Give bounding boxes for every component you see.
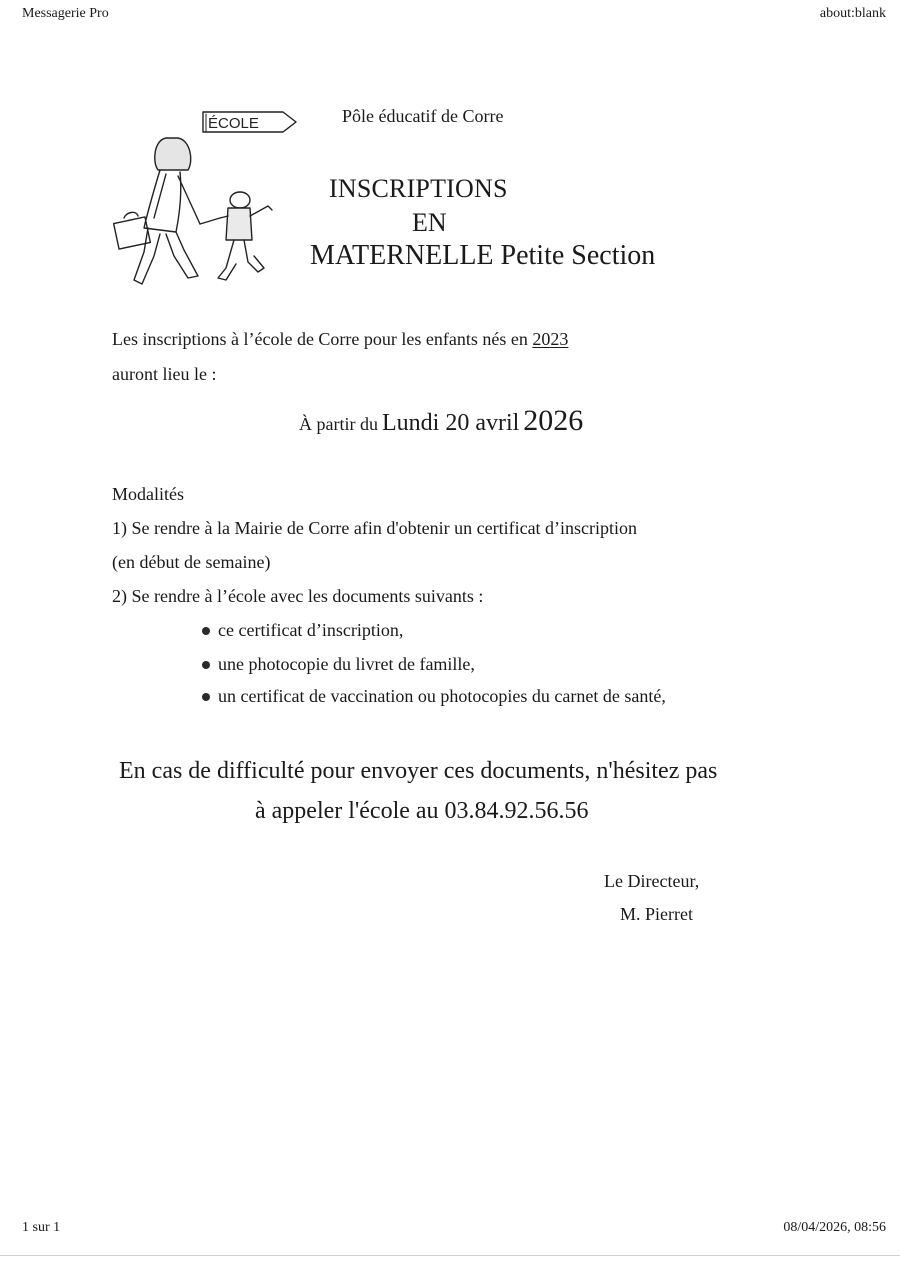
title-line-3: MATERNELLE Petite Section: [310, 240, 656, 271]
intro-line-1: [112, 329, 568, 350]
intro-text: Les inscriptions à l’école de Corre pour les enfants nés en: [112, 329, 528, 349]
footer-divider: [0, 1255, 900, 1256]
date-day: Lundi 20 avril: [381, 410, 520, 436]
school-walk-illustration: [108, 100, 308, 300]
registration-date: [299, 404, 583, 438]
intro-line-2: auront lieu le :: [112, 364, 217, 384]
signature-role: Le Directeur,: [604, 871, 700, 891]
step-1: 1) Se rendre à la Mairie de Corre afin d'obtenir un certificat d’inscription: [112, 518, 638, 538]
ecole-sign-text: ÉCOLE: [208, 115, 259, 132]
print-header-left: Messagerie Pro: [22, 6, 109, 21]
list-item: [202, 654, 475, 675]
notice-line-1: En cas de difficulté pour envoyer ces documents, n'hésitez pas: [119, 758, 718, 784]
list-item: [202, 620, 403, 641]
document-item: ce certificat d’inscription,: [218, 620, 404, 640]
title-line-1: INSCRIPTIONS: [329, 174, 508, 203]
print-header-right: about:blank: [819, 6, 886, 21]
bullet-icon: [202, 693, 210, 701]
modalites-heading: Modalités: [112, 484, 184, 504]
list-item: [202, 686, 666, 707]
birth-year: 2023: [532, 329, 569, 349]
notice-line-2: à appeler l'école au 03.84.92.56.56: [255, 798, 589, 824]
step-2: 2) Se rendre à l’école avec les documents suivants :: [112, 586, 484, 606]
date-prefix: À partir du: [299, 414, 378, 434]
child-figure-icon: [200, 192, 272, 280]
signature-name: M. Pierret: [620, 904, 693, 924]
date-year: 2026: [523, 404, 584, 437]
title-line-2: EN: [412, 208, 447, 237]
organization-name: Pôle éducatif de Corre: [342, 106, 504, 126]
document-item: une photocopie du livret de famille,: [218, 654, 475, 674]
print-footer-right: 08/04/2026, 08:56: [783, 1220, 886, 1235]
bullet-icon: [202, 627, 210, 635]
document-item: un certificat de vaccination ou photocopies du carnet de santé,: [218, 686, 666, 706]
step-1-note: (en début de semaine): [112, 552, 271, 572]
adult-figure-icon: [114, 138, 200, 284]
print-footer-left: 1 sur 1: [22, 1220, 61, 1235]
bullet-icon: [202, 661, 210, 669]
